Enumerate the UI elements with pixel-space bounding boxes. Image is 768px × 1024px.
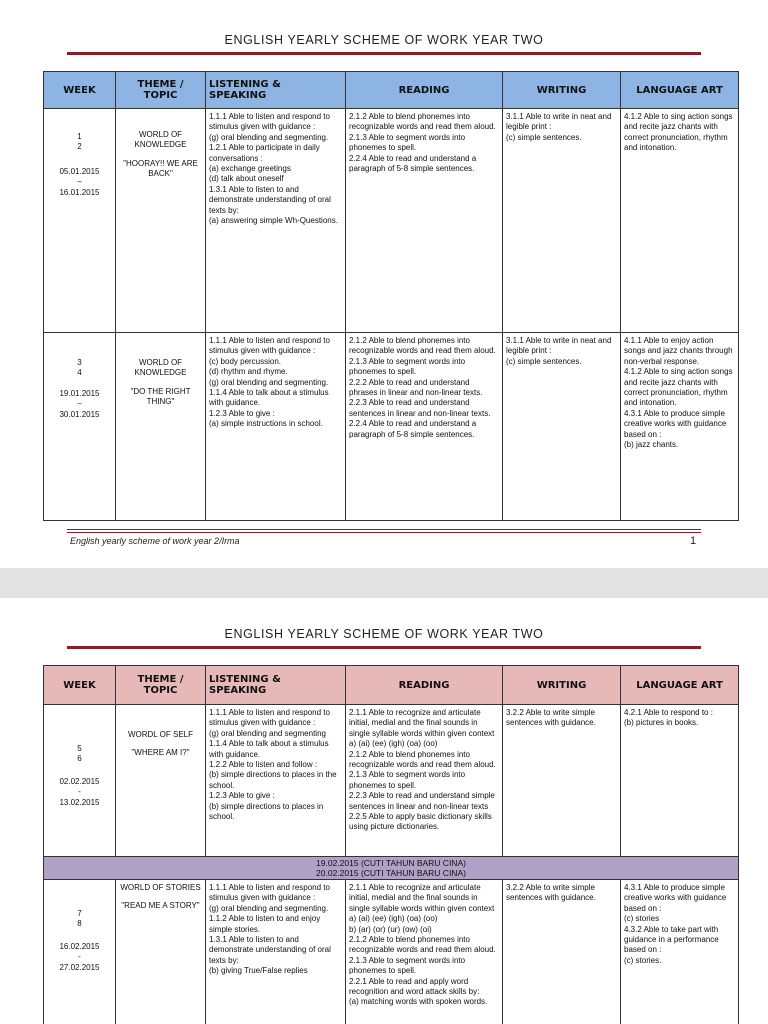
- text-line: 2.1.3 Able to segment words into phonemes to spell.: [349, 132, 466, 153]
- reading-cell: [346, 333, 503, 521]
- text-line: 1.1.2 Able to listen to and enjoy simple stories.: [209, 914, 321, 934]
- table-row: [44, 333, 739, 521]
- text-line: LISTENING &: [209, 674, 281, 685]
- text-line: 27.02.2015: [59, 962, 100, 972]
- language-art-cell: [621, 109, 739, 333]
- text-line: 8: [77, 919, 82, 929]
- writing-cell: [503, 705, 621, 857]
- week-cell: [44, 109, 116, 333]
- text-line: 4.3.1 Able to produce simple creative works with guidance based on :: [624, 408, 727, 439]
- writing-cell: [503, 333, 621, 521]
- title-divider: [67, 52, 701, 55]
- table-header-row: [44, 666, 739, 705]
- text-line: TOPIC: [143, 685, 178, 696]
- text-line: WORLD OF STORIES: [120, 883, 201, 892]
- text-line: 4.2.1 Able to respond to :: [624, 708, 713, 717]
- theme-cell: [116, 333, 206, 521]
- reading-cell: [346, 109, 503, 333]
- listening-cell: [206, 333, 346, 521]
- text-line: 7: [77, 909, 82, 918]
- text-line: WORDL OF SELF: [127, 730, 194, 739]
- text-line: -: [78, 952, 81, 962]
- text-line: 1.2.2 Able to listen and follow :: [209, 760, 318, 770]
- text-line: (b) jazz chants.: [624, 440, 679, 450]
- header-writing: WRITING: [503, 72, 621, 109]
- text-line: 2.2.4 Able to read and understand a paragraph of 5-8 simple sentences.: [349, 419, 477, 439]
- text-line: 2.1.1 Able to recognize and articulate initial, medial and the final sounds in single syllable words within given context: [349, 708, 495, 738]
- text-line: 2.1.1 Able to recognize and articulate initial, medial and the final sounds in single syllable words within given context: [349, 883, 495, 913]
- text-line: WORLD OF KNOWLEDGE: [134, 358, 187, 378]
- header-reading: READING: [346, 666, 503, 705]
- text-line: LISTENING &: [209, 79, 281, 90]
- text-line: 2.1.2 Able to blend phonemes into recognizable words and read them aloud.: [349, 935, 496, 955]
- text-line: a) (ai) (ee) (igh) (oa) (oo): [349, 914, 438, 924]
- listening-cell: [206, 109, 346, 333]
- text-line: –: [77, 399, 82, 409]
- text-line: 1.1.4 Able to talk about a stimulus with guidance.: [209, 388, 329, 408]
- text-line: (c) simple sentences.: [506, 356, 582, 366]
- text-line: (c) stories.: [624, 955, 662, 965]
- header-writing: WRITING: [503, 666, 621, 705]
- text-line: 19.01.2015: [59, 388, 100, 398]
- header-listening: [206, 666, 346, 705]
- text-line: SPEAKING: [209, 90, 267, 101]
- header-theme: [116, 72, 206, 109]
- text-line: 3.2.2 Able to write simple sentences with guidance.: [506, 708, 596, 728]
- theme-cell: [116, 109, 206, 333]
- text-line: 2: [77, 142, 82, 152]
- text-line: (b) giving True/False replies: [209, 966, 308, 976]
- text-line: 1.2.1 Able to participate in daily conversations :: [209, 143, 320, 163]
- text-line: 2.1.2 Able to blend phonemes into recognizable words and read them aloud.: [349, 749, 496, 770]
- text-line: 4.1.2 Able to sing action songs and recite jazz chants with correct pronunciation, rhythm and intonation.: [624, 367, 733, 408]
- text-line: 2.1.2 Able to blend phonemes into recognizable words and read them aloud.: [349, 112, 496, 132]
- text-line: 3.1.1 Able to write in neat and legible print :: [506, 336, 612, 356]
- listening-cell: [206, 705, 346, 857]
- header-listening: [206, 72, 346, 109]
- header-week: WEEK: [44, 666, 116, 705]
- header-language-art: LANGUAGE ART: [621, 72, 739, 109]
- reading-cell: [346, 880, 503, 1024]
- text-line: "READ ME A STORY": [121, 901, 200, 911]
- text-line: 1.1.1 Able to listen and respond to stimulus given with guidance :: [209, 883, 330, 903]
- table-row: [44, 109, 739, 333]
- text-line: 2.2.3 Able to read and understand sentences in linear and non-linear texts.: [349, 398, 491, 418]
- title-divider: [67, 646, 701, 649]
- text-line: 1.1.1 Able to listen and respond to stimulus given with guidance :: [209, 708, 330, 728]
- text-line: (c) body percussion.: [209, 356, 282, 366]
- writing-cell: [503, 880, 621, 1024]
- text-line: TOPIC: [143, 90, 178, 101]
- text-line: 1.1.4 Able to talk about a stimulus with guidance.: [209, 739, 329, 759]
- holiday-cell: [44, 857, 739, 880]
- text-line: (g) oral blending and segmenting.: [209, 377, 329, 387]
- text-line: 1.3.1 Able to listen to and demonstrate understanding of oral texts by:: [209, 935, 331, 965]
- text-line: (b) simple directions to places in the school.: [209, 770, 337, 790]
- listening-cell: [206, 880, 346, 1024]
- header-reading: READING: [346, 72, 503, 109]
- text-line: 4: [77, 368, 82, 378]
- text-line: 1.3.1 Able to listen to and demonstrate understanding of oral texts by:: [209, 184, 331, 215]
- theme-cell: [116, 880, 206, 1024]
- text-line: 6: [77, 754, 82, 764]
- text-line: SPEAKING: [209, 685, 267, 696]
- table-row: [44, 880, 739, 1024]
- text-line: b) (ar) (or) (ur) (ow) (oi): [349, 924, 432, 934]
- text-line: (g) oral blending and segmenting.: [209, 903, 329, 913]
- text-line: 20.02.2015 (CUTI TAHUN BARU CINA): [316, 868, 466, 878]
- header-week: WEEK: [44, 72, 116, 109]
- footer-divider: [67, 532, 701, 533]
- page-title: ENGLISH YEARLY SCHEME OF WORK YEAR TWO: [224, 33, 544, 47]
- table-header-row: [44, 72, 739, 109]
- reading-cell: [346, 705, 503, 857]
- text-line: (a) exchange greetings: [209, 164, 291, 174]
- week-cell: [44, 705, 116, 857]
- text-line: 05.01.2015: [59, 166, 100, 176]
- text-line: 4.3.2 Able to take part with guidance in a performance based on :: [624, 924, 719, 955]
- text-line: "HOORAY!! WE ARE BACK": [123, 158, 198, 179]
- text-line: THEME /: [137, 674, 184, 685]
- theme-cell: [116, 705, 206, 857]
- page-title: ENGLISH YEARLY SCHEME OF WORK YEAR TWO: [224, 627, 544, 641]
- text-line: 2.2.1 Able to read and apply word recognition and word attack skills by:: [349, 976, 480, 997]
- text-line: (a) simple instructions in school.: [209, 419, 323, 429]
- text-line: 13.02.2015: [59, 797, 100, 807]
- text-line: (g) oral blending and segmenting: [209, 728, 326, 738]
- text-line: (b) pictures in books.: [624, 718, 699, 728]
- text-line: 30.01.2015: [59, 409, 100, 419]
- text-line: 4.1.1 Able to enjoy action songs and jazz chants through non-verbal response.: [624, 336, 733, 366]
- scheme-table-page-2: [43, 665, 739, 1024]
- text-line: 2.2.5 Able to apply basic dictionary skills using picture dictionaries.: [349, 812, 492, 832]
- document-page-2: [0, 598, 768, 1024]
- text-line: (c) simple sentences.: [506, 132, 582, 142]
- page-number: 1: [690, 535, 697, 547]
- footer-text: English yearly scheme of work year 2/Irma: [70, 536, 240, 546]
- text-line: 2.2.2 Able to read and understand phrases in linear and non-linear texts.: [349, 377, 483, 398]
- week-cell: [44, 333, 116, 521]
- text-line: 3: [77, 358, 82, 367]
- footer-divider: [67, 529, 701, 530]
- text-line: "WHERE AM I?": [131, 748, 190, 758]
- text-line: 1.1.1 Able to listen and respond to stimulus given with guidance :: [209, 336, 330, 356]
- text-line: (d) rhythm and rhyme.: [209, 367, 288, 377]
- holiday-row: [44, 857, 739, 880]
- text-line: 19.02.2015 (CUTI TAHUN BARU CINA): [316, 858, 466, 868]
- text-line: (a) matching words with spoken words.: [349, 997, 488, 1007]
- text-line: 3.2.2 Able to write simple sentences with guidance.: [506, 883, 596, 903]
- text-line: 02.02.2015: [59, 776, 100, 786]
- text-line: 2.2.4 Able to read and understand a paragraph of 5-8 simple sentences.: [349, 153, 477, 174]
- text-line: (g) oral blending and segmenting.: [209, 132, 329, 142]
- text-line: 2.1.3 Able to segment words into phonemes to spell.: [349, 955, 466, 976]
- header-theme: [116, 666, 206, 705]
- writing-cell: [503, 109, 621, 333]
- text-line: 2.2.3 Able to read and understand simple sentences in linear and non-linear texts: [349, 791, 495, 811]
- scheme-table-page-1: [43, 71, 739, 521]
- table-row: [44, 705, 739, 857]
- text-line: 4.1.2 Able to sing action songs and recite jazz chants with correct pronunciation, rhythm and intonation.: [624, 112, 733, 153]
- text-line: 4.3.1 Able to produce simple creative works with guidance based on :: [624, 883, 727, 913]
- text-line: 5: [77, 744, 82, 753]
- text-line: 1.2.3 Able to give :: [209, 408, 275, 418]
- week-cell: [44, 880, 116, 1024]
- text-line: "DO THE RIGHT THING": [130, 386, 191, 407]
- text-line: 1.1.1 Able to listen and respond to stimulus given with guidance :: [209, 112, 330, 132]
- language-art-cell: [621, 333, 739, 521]
- text-line: 2.1.3 Able to segment words into phonemes to spell.: [349, 770, 466, 790]
- text-line: 1.2.3 Able to give :: [209, 791, 275, 801]
- text-line: 16.01.2015: [59, 187, 100, 197]
- text-line: a) (ai) (ee) (igh) (oa) (oo): [349, 739, 438, 749]
- text-line: (c) stories: [624, 914, 660, 924]
- text-line: 2.1.2 Able to blend phonemes into recognizable words and read them aloud.: [349, 336, 496, 356]
- text-line: –: [77, 177, 82, 187]
- text-line: 16.02.2015: [59, 941, 100, 951]
- language-art-cell: [621, 880, 739, 1024]
- header-language-art: LANGUAGE ART: [621, 666, 739, 705]
- text-line: (d) talk about oneself: [209, 174, 284, 184]
- text-line: -: [78, 787, 81, 797]
- text-line: 1: [77, 132, 82, 141]
- language-art-cell: [621, 705, 739, 857]
- text-line: 2.1.3 Able to segment words into phonemes to spell.: [349, 356, 466, 377]
- text-line: (a) answering simple Wh-Questions.: [209, 216, 338, 226]
- text-line: (b) simple directions to places in school.: [209, 801, 324, 822]
- text-line: 3.1.1 Able to write in neat and legible print :: [506, 112, 612, 132]
- text-line: THEME /: [137, 79, 184, 90]
- text-line: WORLD OF KNOWLEDGE: [134, 130, 187, 150]
